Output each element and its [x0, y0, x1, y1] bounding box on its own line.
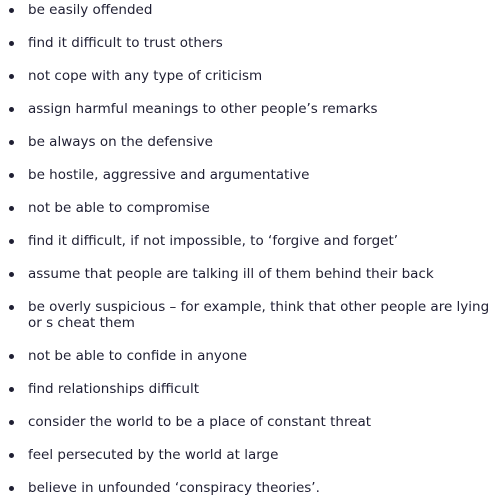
- list-item-text: find it difficult to trust others: [28, 35, 223, 51]
- bullet-icon: [9, 74, 14, 79]
- bullet-icon: [9, 173, 14, 178]
- bullet-icon: [9, 41, 14, 46]
- list-item-text: consider the world to be a place of constant threat: [28, 414, 372, 430]
- list-item-text: be always on the defensive: [28, 134, 213, 150]
- list-item-text: find relationships difficult: [28, 381, 199, 397]
- bullet-icon: [9, 8, 14, 13]
- bullet-icon: [9, 354, 14, 359]
- list-item-text: assume that people are talking ill of them behind their back: [28, 266, 434, 282]
- bullet-icon: [9, 206, 14, 211]
- bullet-icon: [9, 387, 14, 392]
- list-item-text: be hostile, aggressive and argumentative: [28, 167, 310, 183]
- bullet-icon: [9, 486, 14, 491]
- list-item-text: believe in unfounded ‘conspiracy theories’.: [28, 480, 320, 496]
- bullet-icon: [9, 453, 14, 458]
- list-item-text: be overly suspicious – for example, think that other people are lying or s cheat them: [28, 299, 490, 331]
- bullet-icon: [9, 305, 14, 310]
- list-item-text: not be able to confide in anyone: [28, 348, 248, 364]
- bullet-icon: [9, 140, 14, 145]
- list-item-text: find it difficult, if not impossible, to ‘forgive and forget’: [28, 233, 399, 249]
- bullet-icon: [9, 239, 14, 244]
- list-item-text: feel persecuted by the world at large: [28, 447, 279, 463]
- list-item-text: not be able to compromise: [28, 200, 210, 216]
- list-item-text: be easily offended: [28, 2, 153, 18]
- bullet-icon: [9, 107, 14, 112]
- bullet-icon: [9, 420, 14, 425]
- bullet-icon: [9, 272, 14, 277]
- list-item-text: assign harmful meanings to other people’s remarks: [28, 101, 378, 117]
- list-item-text: not cope with any type of criticism: [28, 68, 263, 84]
